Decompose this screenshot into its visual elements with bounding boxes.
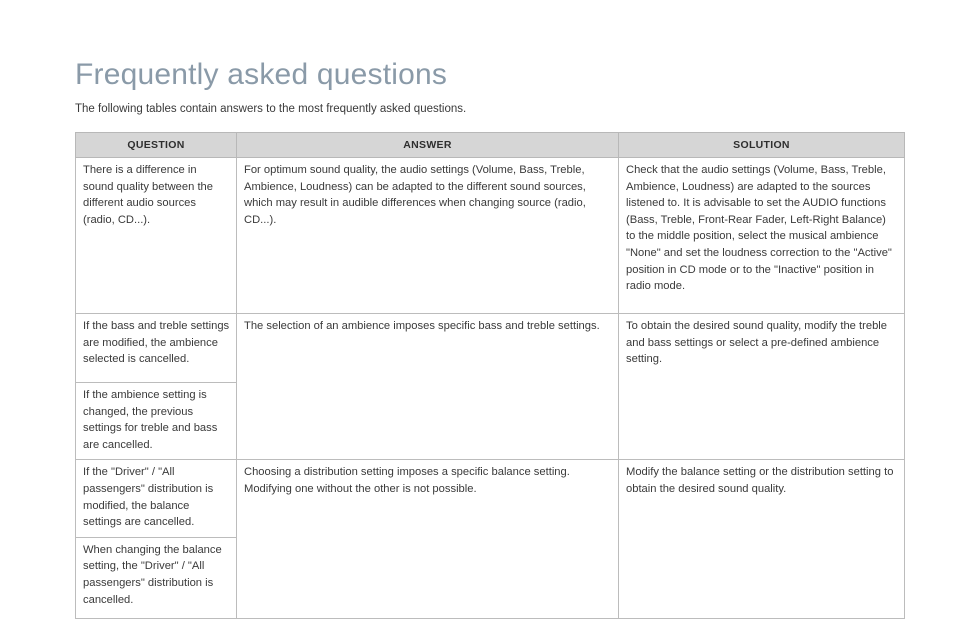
table-header-row	[76, 133, 905, 158]
table-row	[76, 158, 905, 314]
header-answer: ANSWER	[237, 133, 619, 158]
page-title: Frequently asked questions	[75, 58, 448, 91]
intro-text: The following tables contain answers to the most frequently asked questions.	[75, 103, 467, 115]
question-cell: If the ambience setting is changed, the previous settings for treble and bass are cancelled.	[76, 383, 237, 460]
header-solution: SOLUTION	[619, 133, 905, 158]
question-cell: When changing the balance setting, the "Driver" / "All passengers" distribution is cancelled.	[76, 537, 237, 618]
answer-cell: For optimum sound quality, the audio settings (Volume, Bass, Treble, Ambience, Loudness) can be adapted to the different sound sources, which may result in audible differences when changing source (radio, CD...).	[237, 158, 619, 314]
solution-cell: To obtain the desired sound quality, modify the treble and bass settings or select a pre-defined ambience setting.	[619, 314, 905, 460]
header-question: QUESTION	[76, 133, 237, 158]
table-row	[76, 460, 905, 537]
answer-cell: The selection of an ambience imposes specific bass and treble settings.	[237, 314, 619, 460]
question-cell: If the "Driver" / "All passengers" distribution is modified, the balance settings are cancelled.	[76, 460, 237, 537]
solution-cell: Modify the balance setting or the distribution setting to obtain the desired sound quality.	[619, 460, 905, 618]
faq-table	[75, 132, 905, 619]
table-row	[76, 314, 905, 383]
answer-cell: Choosing a distribution setting imposes a specific balance setting. Modifying one without the other is not possible.	[237, 460, 619, 618]
question-cell: There is a difference in sound quality between the different audio sources (radio, CD...).	[76, 158, 237, 314]
question-cell: If the bass and treble settings are modified, the ambience selected is cancelled.	[76, 314, 237, 383]
solution-cell: Check that the audio settings (Volume, Bass, Treble, Ambience, Loudness) are adapted to the sources listened to. It is advisable to set the AUDIO functions (Bass, Treble, Front-Rear Fader, Left-Right Balance) to the middle position, select the musical ambience "None" and set the loudness correction to the "Active" position in CD mode or to the "Inactive" position in radio mode.	[619, 158, 905, 314]
